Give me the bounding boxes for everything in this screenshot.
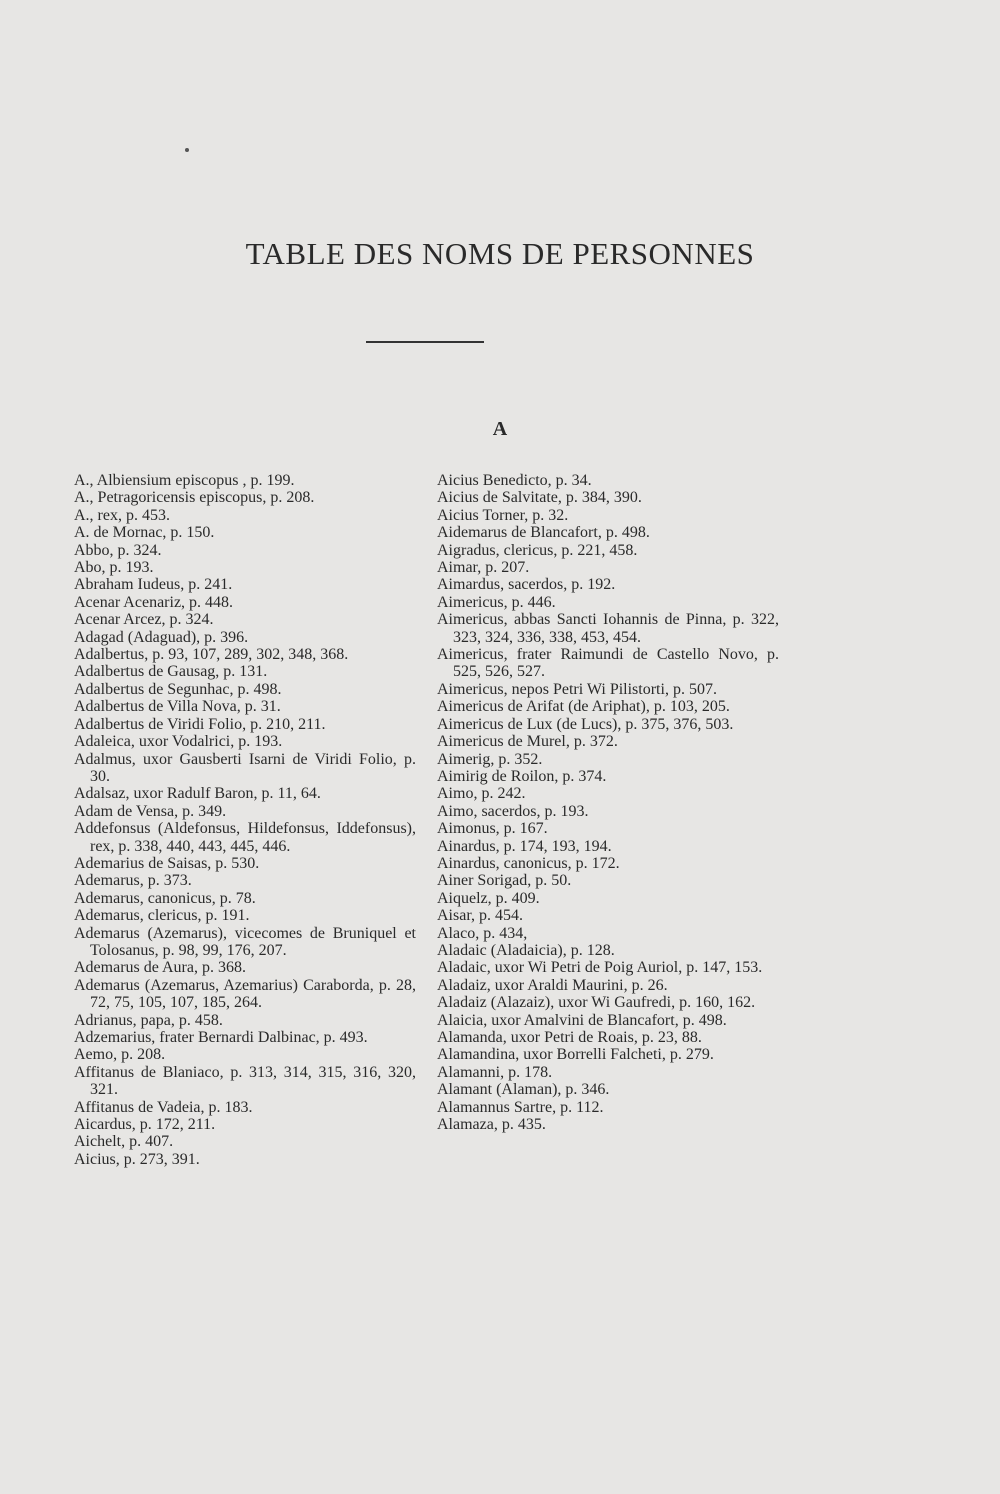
index-entry: Affitanus de Vadeia, p. 183. bbox=[74, 1098, 253, 1116]
index-entry: Adalbertus de Gausag, p. 131. bbox=[74, 663, 268, 681]
index-entry: Acenar Arcez, p. 324. bbox=[74, 611, 214, 629]
index-entry: Aicardus, p. 172, 211. bbox=[74, 1116, 216, 1134]
index-entry: Alamandina, uxor Borrelli Falcheti, p. 279. bbox=[437, 1046, 714, 1064]
index-entry: Adaleica, uxor Vodalrici, p. 193. bbox=[74, 733, 283, 751]
index-entry: Aimirig de Roilon, p. 374. bbox=[437, 767, 607, 785]
index-entry: Adalsaz, uxor Radulf Baron, p. 11, 64. bbox=[74, 785, 321, 803]
index-entry: Ademarius de Saisas, p. 530. bbox=[74, 854, 260, 872]
index-entry: Alamannus Sartre, p. 112. bbox=[437, 1098, 604, 1116]
index-entry: Aimardus, sacerdos, p. 192. bbox=[437, 576, 616, 594]
index-entry: Aimo, sacerdos, p. 193. bbox=[437, 802, 589, 820]
index-entry: Ademarus, clericus, p. 191. bbox=[74, 907, 250, 925]
index-entry: Aicius, p. 273, 391. bbox=[74, 1150, 200, 1168]
index-entry: Aimericus de Lux (de Lucs), p. 375, 376, 503. bbox=[437, 715, 734, 733]
index-entry: Adam de Vensa, p. 349. bbox=[74, 802, 227, 820]
index-entry: A., Petragoricensis episcopus, p. 208. bbox=[74, 489, 315, 507]
index-entry: Aladaic (Aladaicia), p. 128. bbox=[437, 941, 615, 959]
index-entry: Ademarus (Azemarus), vicecomes de Bruniquel et Tolosanus, p. 98, 99, 176, 207. bbox=[74, 924, 416, 959]
ink-dot-mark bbox=[185, 148, 189, 152]
index-entry: Ainer Sorigad, p. 50. bbox=[437, 872, 572, 890]
index-entry: Alamanda, uxor Petri de Roais, p. 23, 88. bbox=[437, 1029, 702, 1046]
index-entry: Alamant (Alaman), p. 346. bbox=[437, 1081, 610, 1099]
index-entry: Affitanus de Blaniaco, p. 313, 314, 315, 316, 320, 321. bbox=[74, 1063, 416, 1099]
index-entry: Ademarus, p. 373. bbox=[74, 872, 192, 890]
index-entry: Aimericus, p. 446. bbox=[437, 593, 556, 611]
index-entry: Addefonsus (Aldefonsus, Hildefonsus, Iddefonsus), rex, p. 338, 440, 443, 445, 446. bbox=[74, 820, 416, 855]
index-entry: Aladaiz, uxor Araldi Maurini, p. 26. bbox=[437, 976, 668, 994]
index-entry: Abo, p. 193. bbox=[74, 559, 154, 577]
index-entry: Aimericus de Arifat (de Ariphat), p. 103, 205. bbox=[437, 698, 730, 716]
index-entry: Aicius Torner, p. 32. bbox=[437, 506, 569, 524]
index-entry: Ainardus, p. 174, 193, 194. bbox=[437, 837, 612, 855]
section-letter: A bbox=[492, 418, 508, 440]
index-entry: Aladaic, uxor Wi Petri de Poig Auriol, p. 147, 153. bbox=[437, 959, 763, 977]
index-entry: Adrianus, papa, p. 458. bbox=[74, 1011, 223, 1029]
index-entry: Aimericus, frater Raimundi de Castello Novo, p. 525, 526, 527. bbox=[437, 646, 779, 681]
index-entry: Aidemarus de Blancafort, p. 498. bbox=[437, 524, 650, 542]
index-entry: Aigradus, clericus, p. 221, 458. bbox=[437, 541, 638, 559]
index-entry: Abbo, p. 324. bbox=[74, 541, 162, 559]
index-entry: Ademarus, canonicus, p. 78. bbox=[74, 889, 256, 907]
index-entry: Adalbertus, p. 93, 107, 289, 302, 348, 368. bbox=[74, 646, 349, 664]
index-entry: Ademarus de Aura, p. 368. bbox=[74, 959, 246, 977]
index-entry: Adagad (Adaguad), p. 396. bbox=[74, 628, 249, 646]
index-entry: Adalmus, uxor Gausberti Isarni de Viridi Folio, p. 30. bbox=[74, 750, 416, 785]
index-entry: Aimonus, p. 167. bbox=[437, 820, 548, 838]
index-entry: Adalbertus de Villa Nova, p. 31. bbox=[74, 698, 281, 716]
index-entry: Aimericus, abbas Sancti Iohannis de Pinna, p. 322, 323, 324, 336, 338, 453, 454. bbox=[437, 611, 779, 646]
index-entry: Alamanni, p. 178. bbox=[437, 1063, 553, 1081]
index-entry: Adalbertus de Viridi Folio, p. 210, 211. bbox=[74, 715, 326, 733]
index-entry: Aiquelz, p. 409. bbox=[437, 889, 540, 907]
index-entry: Alamaza, p. 435. bbox=[437, 1116, 546, 1134]
index-entry: Adzemarius, frater Bernardi Dalbinac, p. 493. bbox=[74, 1029, 368, 1046]
index-entry: Aicius de Salvitate, p. 384, 390. bbox=[437, 489, 642, 507]
page-title: TABLE DES NOMS DE PERSONNES bbox=[245, 236, 755, 271]
title-rule bbox=[366, 341, 484, 343]
index-entry: Aemo, p. 208. bbox=[74, 1046, 166, 1064]
index-entry: Aladaiz (Alazaiz), uxor Wi Gaufredi, p. 160, 162. bbox=[437, 994, 756, 1012]
index-entry: Aisar, p. 454. bbox=[437, 907, 524, 925]
index-entry: A., rex, p. 453. bbox=[74, 506, 170, 524]
index-entry: Adalbertus de Segunhac, p. 498. bbox=[74, 680, 282, 698]
index-entry: Aimar, p. 207. bbox=[437, 559, 530, 577]
index-entry: Ainardus, canonicus, p. 172. bbox=[437, 854, 620, 872]
index-entry: A. de Mornac, p. 150. bbox=[74, 524, 215, 542]
index-entry: A., Albiensium episcopus , p. 199. bbox=[74, 472, 295, 489]
left-index-column bbox=[74, 472, 416, 1168]
index-entry: Aimericus, nepos Petri Wi Pilistorti, p. 507. bbox=[437, 680, 717, 698]
index-entry: Alaco, p. 434, bbox=[437, 924, 528, 942]
right-index-column bbox=[437, 472, 779, 1133]
index-entry: Aimo, p. 242. bbox=[437, 785, 526, 803]
index-entry: Acenar Acenariz, p. 448. bbox=[74, 593, 234, 611]
index-entry: Aicius Benedicto, p. 34. bbox=[437, 472, 592, 489]
index-entry: Abraham Iudeus, p. 241. bbox=[74, 576, 233, 594]
index-entry: Aimericus de Murel, p. 372. bbox=[437, 733, 618, 751]
index-entry: Aichelt, p. 407. bbox=[74, 1133, 174, 1151]
index-entry: Aimerig, p. 352. bbox=[437, 750, 543, 768]
index-entry: Alaicia, uxor Amalvini de Blancafort, p. 498. bbox=[437, 1011, 727, 1029]
index-entry: Ademarus (Azemarus, Azemarius) Caraborda, p. 28, 72, 75, 105, 107, 185, 264. bbox=[74, 976, 416, 1012]
